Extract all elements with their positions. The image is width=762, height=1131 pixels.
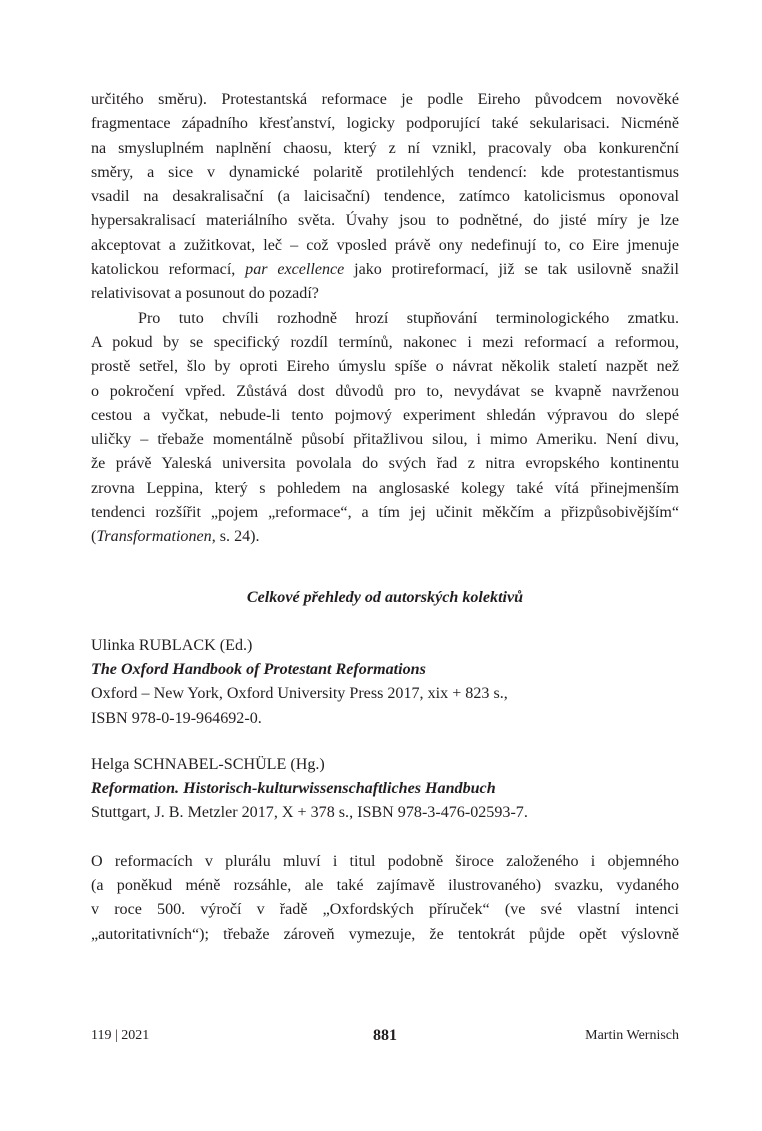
text-line: prostě setřel, šlo by oproti Eireho úmyslu spíše o návrat několik staletí nazpět než xyxy=(91,358,679,376)
text-line: katolickou reformací, par excellence jako protireformací, již se tak usilovně snažil xyxy=(91,261,679,279)
text-line: v roce 500. výročí v řadě „Oxfordských příruček“ (ve své vlastní intenci xyxy=(91,901,679,919)
page-number: 881 xyxy=(373,1027,397,1044)
bibliography-entry xyxy=(91,634,679,731)
text-line: určitého směru). Protestantská reformace je podle Eireho původcem novověké xyxy=(91,91,679,108)
bib-title: Reformation. Historisch-kulturwissenschaftliches Handbuch xyxy=(91,780,496,798)
page-footer xyxy=(91,1024,679,1048)
bib-editor: Helga SCHNABEL-SCHÜLE (Hg.) xyxy=(91,755,325,773)
text-line: (a poněkud méně rozsáhle, ale také zajímavě ilustrovaného) svazku, vydaného xyxy=(91,877,679,895)
text-line: hypersakralisací materiálního světa. Úvahy jsou to podnětné, do jisté míry je lze xyxy=(91,212,679,230)
paragraph-3 xyxy=(91,850,679,947)
text-line: uličky – třebaže momentálně působí přitažlivou silou, i mimo Ameriku. Není divu, xyxy=(91,431,679,449)
bib-details: Oxford – New York, Oxford University Press 2017, xix + 823 s., xyxy=(91,685,508,703)
text-line: vsadil na desakralisační (a laicisační) tendence, zatímco katolicismus oponoval xyxy=(91,188,679,206)
text-line: směry, a sice v dynamické polaritě protilehlých tendencí: kde protestantismus xyxy=(91,163,679,181)
bib-details: Stuttgart, J. B. Metzler 2017, X + 378 s., ISBN 978-3-476-02593-7. xyxy=(91,804,528,822)
text-line: fragmentace západního křesťanství, logicky podporující také sekularisaci. Nicméně xyxy=(91,115,679,133)
text-line: cestou a vyčkat, nebude-li tento pojmový experiment shledán výpravou do slepé xyxy=(91,406,679,424)
italic-term: par excellence xyxy=(245,261,345,279)
text-line: akceptovat a zužitkovat, leč – což vposled právě ony nedefinují to, co Eire jmenuje xyxy=(91,236,679,254)
paragraph-1 xyxy=(91,88,679,307)
text-line: „autoritativních“); třebaže zároveň vymezuje, že tentokrát půjde opět výslovně xyxy=(91,925,679,943)
section-heading: Celkové přehledy od autorských kolektivů xyxy=(246,588,524,606)
text-line: tendenci rozšířit „pojem „reformace“, a tím jej učinit měkčím a přizpůsobivějším“ xyxy=(91,504,679,522)
italic-title: Transformationen xyxy=(96,528,212,546)
page-body xyxy=(91,88,679,947)
running-author: Martin Wernisch xyxy=(585,1028,679,1043)
bib-details: ISBN 978-0-19-964692-0. xyxy=(91,709,262,727)
issue-info: 119 | 2021 xyxy=(91,1028,150,1043)
bib-title: The Oxford Handbook of Protestant Reformations xyxy=(91,660,426,678)
text-line: o pokročení vpřed. Zůstává dost důvodů pro to, nevydávat se kvapně navrženou xyxy=(91,382,679,400)
text-line: A pokud by se specifický rozdíl termínů, nakonec i mezi reformací a reformou, xyxy=(91,333,679,351)
text-line: zrovna Leppina, který s pohledem na anglosaské kolegy také vítá přinejmenším xyxy=(91,479,679,497)
text-line: O reformacích v plurálu mluví i titul podobně široce založeného i objemného xyxy=(91,852,679,870)
text-line: Pro tuto chvíli rozhodně hrozí stupňování terminologického zmatku. xyxy=(138,309,679,327)
bibliography-entry xyxy=(91,753,679,826)
text-line: (Transformationen, s. 24). xyxy=(91,528,260,546)
text-line: na smysluplném naplnění chaosu, který z ní vznikl, pracovaly oba konkurenční xyxy=(91,139,679,157)
text-line: že právě Yaleská universita povolala do svých řad z nitra evropského kontinentu xyxy=(91,455,679,473)
paragraph-2 xyxy=(91,307,679,550)
text-line: relativisovat a posunout do pozadí? xyxy=(91,285,319,303)
bib-editor: Ulinka RUBLACK (Ed.) xyxy=(91,636,253,654)
